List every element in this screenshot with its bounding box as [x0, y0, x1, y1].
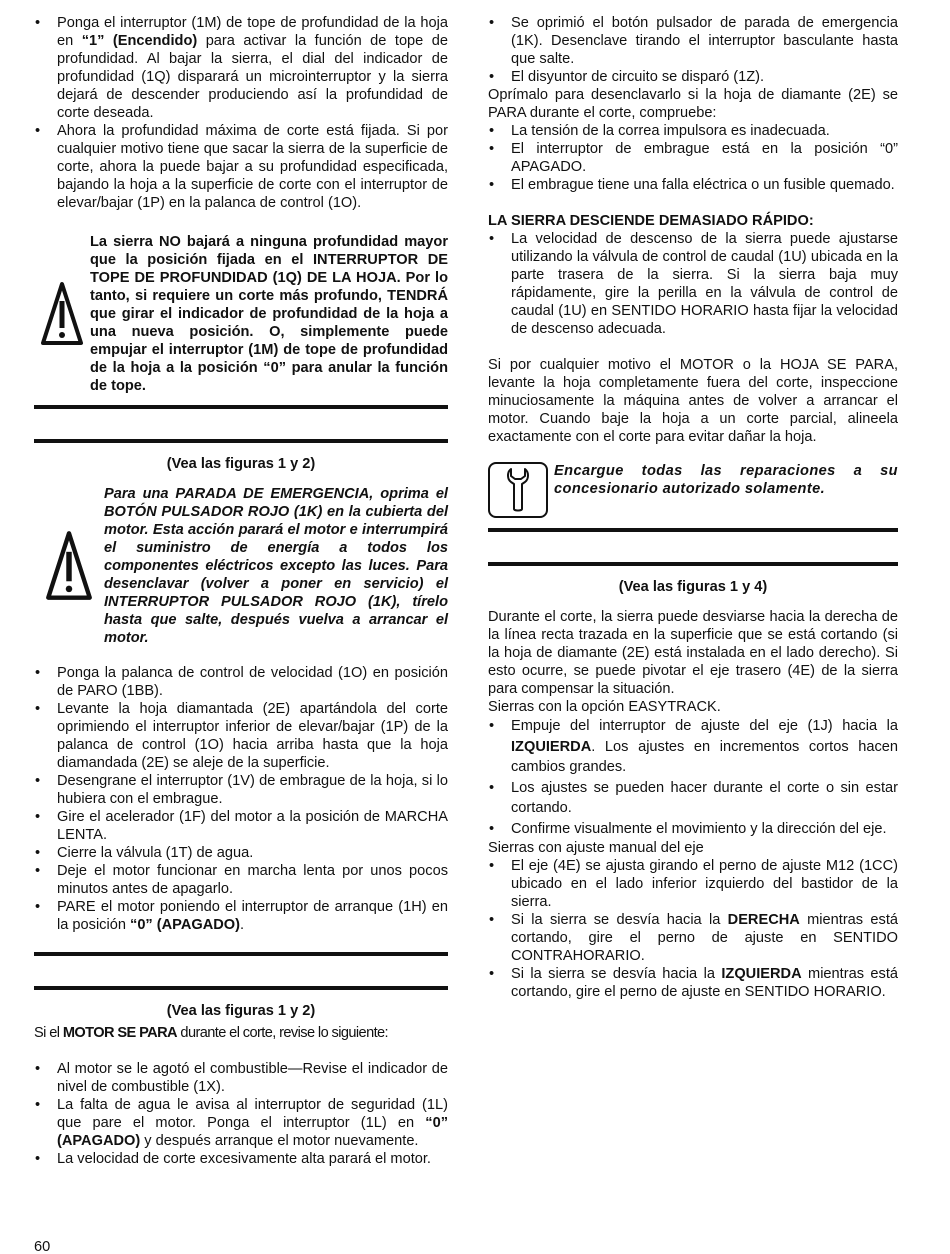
list-item: • La falta de agua le avisa al interruptor de seguridad (1L) que pare el motor. Ponga el interruptor (1L) en “0” (APAGADO) y después arranque el motor nuevamente. — [34, 1096, 448, 1150]
list-item: • El embrague tiene una falla eléctrica o un fusible quemado. — [488, 176, 898, 194]
list-item: • El eje (4E) se ajusta girando el perno de ajuste M12 (1CC) ubicado en el lado inferior izquierdo del bastidor de la sierra. — [488, 857, 898, 911]
page-number: 60 — [34, 1239, 51, 1254]
emergency-stop-warning-text: Para una PARADA DE EMERGENCIA, oprima el BOTÓN PULSADOR ROJO (1K) en la cubierta del motor. Esta acción parará el motor e interrumpirá el suministro de energía a todos los componentes eléctricos excepto las luces. Para desenclavar (volver a poner en servicio) el INTERRUPTOR PULSADOR ROJO (1K), tírelo hasta que salte, después vuelva a arrancar el motor. — [104, 486, 448, 646]
list-item: • Al motor se le agotó el combustible—Revise el indicador de nivel de combustible (1X). — [34, 1060, 448, 1096]
motor-stops-intro: Si el MOTOR SE PARA durante el corte, revise lo siguiente: — [34, 1025, 389, 1041]
manual-adjust-bullets — [488, 857, 898, 1001]
warning-triangle-icon — [34, 281, 90, 347]
list-item: • Si la sierra se desvía hacia la IZQUIERDA mientras está cortando, gire el perno de ajuste en SENTIDO HORARIO. — [488, 965, 898, 1001]
blade-stops-bullets — [488, 122, 898, 194]
section-divider — [34, 952, 448, 956]
list-item: • Ponga la palanca de control de velocidad (1O) en posición de PARO (1BB). — [34, 664, 448, 700]
list-item: • Cierre la válvula (1T) de agua. — [34, 844, 448, 862]
list-item: • Confirme visualmente el movimiento y la dirección del eje. — [488, 819, 898, 840]
list-item: • Deje el motor funcionar en marcha lenta por unos pocos minutos antes de apagarlo. — [34, 862, 448, 898]
depth-stop-warning — [34, 233, 448, 395]
figure-reference: (Vea las figuras 1 y 4) — [618, 579, 768, 595]
fast-descent-bullets — [488, 230, 898, 338]
service-note — [488, 462, 898, 518]
fast-descent-heading: LA SIERRA DESCIENDE DEMASIADO RÁPIDO: — [488, 213, 814, 229]
list-item: • Ponga el interruptor (1M) de tope de profundidad de la hoja en “1” (Encendido) para activar la función de tope de profundidad. Al bajar la sierra, el dial del indicador de profundidad (1Q) disparará un microinterruptor y la sierra dejará de descender produciendo así la profundidad de corte deseada. — [34, 14, 448, 122]
manual-adjust-label: Sierras con ajuste manual del eje — [488, 840, 704, 856]
list-item: • Gire el acelerador (1F) del motor a la posición de MARCHA LENTA. — [34, 808, 448, 844]
blade-stops-intro: Oprímalo para desenclavarlo si la hoja de diamante (2E) se PARA durante el corte, compruebe: — [488, 87, 898, 121]
stop-inspection-paragraph: Si por cualquier motivo el MOTOR o la HOJA SE PARA, levante la hoja completamente fuera del corte, inspeccione minuciosamente la máquina antes de volver a arrancar el motor. Cuando baje la hoja a un corte parcial, alineela exactamente con el corte para evitar dañar la hoja. — [488, 357, 898, 445]
stop-check-bullets — [488, 14, 898, 86]
figure-reference: (Vea las figuras 1 y 2) — [166, 456, 316, 472]
wrench-icon — [488, 462, 548, 518]
easytrack-bullets — [488, 716, 898, 839]
list-item: • Los ajustes se pueden hacer durante el corte o sin estar cortando. — [488, 778, 898, 819]
section-divider — [34, 405, 448, 409]
list-item: • Si la sierra se desvía hacia la DERECHA mientras está cortando, gire el perno de ajuste en SENTIDO CONTRAHORARIO. — [488, 911, 898, 965]
emergency-stop-warning — [34, 485, 448, 647]
easytrack-label: Sierras con la opción EASYTRACK. — [488, 699, 721, 715]
stop-procedure-bullets — [34, 664, 448, 934]
list-item: • La tensión de la correa impulsora es inadecuada. — [488, 122, 898, 140]
list-item: • El interruptor de embrague está en la posición “0” APAGADO. — [488, 140, 898, 176]
section-divider — [488, 528, 898, 532]
depth-stop-bullets — [34, 14, 448, 212]
list-item: • Desengrane el interruptor (1V) de embrague de la hoja, si lo hubiera con el embrague. — [34, 772, 448, 808]
warning-triangle-icon — [34, 530, 104, 602]
service-note-text: Encargue todas las reparaciones a su concesionario autorizado solamente. — [554, 463, 898, 497]
depth-stop-warning-text: La sierra NO bajará a ninguna profundidad mayor que la posición fijada en el INTERRUPTOR DE TOPE DE PROFUNDIDAD (1Q) DE LA HOJA. Por lo tanto, si requiere un corte más profundo, TENDRÁ que girar el indicador de profundidad de la hoja a una nueva posición. O, simplemente puede empujar el interruptor (1M) de tope de profundidad de la hoja a la posición “0” para anular la función de tope. — [90, 234, 448, 394]
motor-stops-bullets — [34, 1060, 448, 1168]
list-item: • Empuje del interruptor de ajuste del eje (1J) hacia la IZQUIERDA. Los ajustes en incrementos cortos hacen cambios grandes. — [488, 716, 898, 778]
section-divider — [34, 439, 448, 443]
list-item: • Se oprimió el botón pulsador de parada de emergencia (1K). Desenclave tirando el interruptor basculante hasta que salte. — [488, 14, 898, 68]
section-divider — [34, 986, 448, 990]
left-column — [34, 14, 448, 1168]
list-item: • El disyuntor de circuito se disparó (1Z). — [488, 68, 898, 86]
drift-paragraph: Durante el corte, la sierra puede desviarse hacia la derecha de la línea recta trazada en la superficie que se está cortando (si la hoja de diamante (2E) está instalada en el lado derecho). Si esto ocurre, se puede pivotar el eje trasero (4E) de la sierra para compensar la situación. — [488, 609, 898, 697]
list-item: • PARE el motor poniendo el interruptor de arranque (1H) en la posición “0” (APAGADO). — [34, 898, 448, 934]
section-divider — [488, 562, 898, 566]
list-item: • Levante la hoja diamantada (2E) apartándola del corte oprimiendo el interruptor inferior de elevar/bajar (1P) de la palanca de control (1O) hacia arriba hasta que la hoja diamandada (2E) se aleje de la superficie. — [34, 700, 448, 772]
list-item: • La velocidad de descenso de la sierra puede ajustarse utilizando la válvula de control de caudal (1U) ubicada en la parte trasera de la sierra. Si la sierra baja muy rápidamente, gire la perilla en la válvula de control de caudal (1U) en SENTIDO HORARIO hasta fijar la velocidad de descenso adecuada. — [488, 230, 898, 338]
figure-reference: (Vea las figuras 1 y 2) — [166, 1003, 316, 1019]
list-item: • Ahora la profundidad máxima de corte está fijada. Si por cualquier motivo tiene que sacar la sierra de la superficie de corte, ahora la puede bajar a su profundidad especificada, bajando la hoja a la superficie de corte con el interruptor de elevar/bajar (1P) en la palanca de control (1O). — [34, 122, 448, 212]
list-item: • La velocidad de corte excesivamente alta parará el motor. — [34, 1150, 448, 1168]
right-column — [488, 14, 898, 1001]
